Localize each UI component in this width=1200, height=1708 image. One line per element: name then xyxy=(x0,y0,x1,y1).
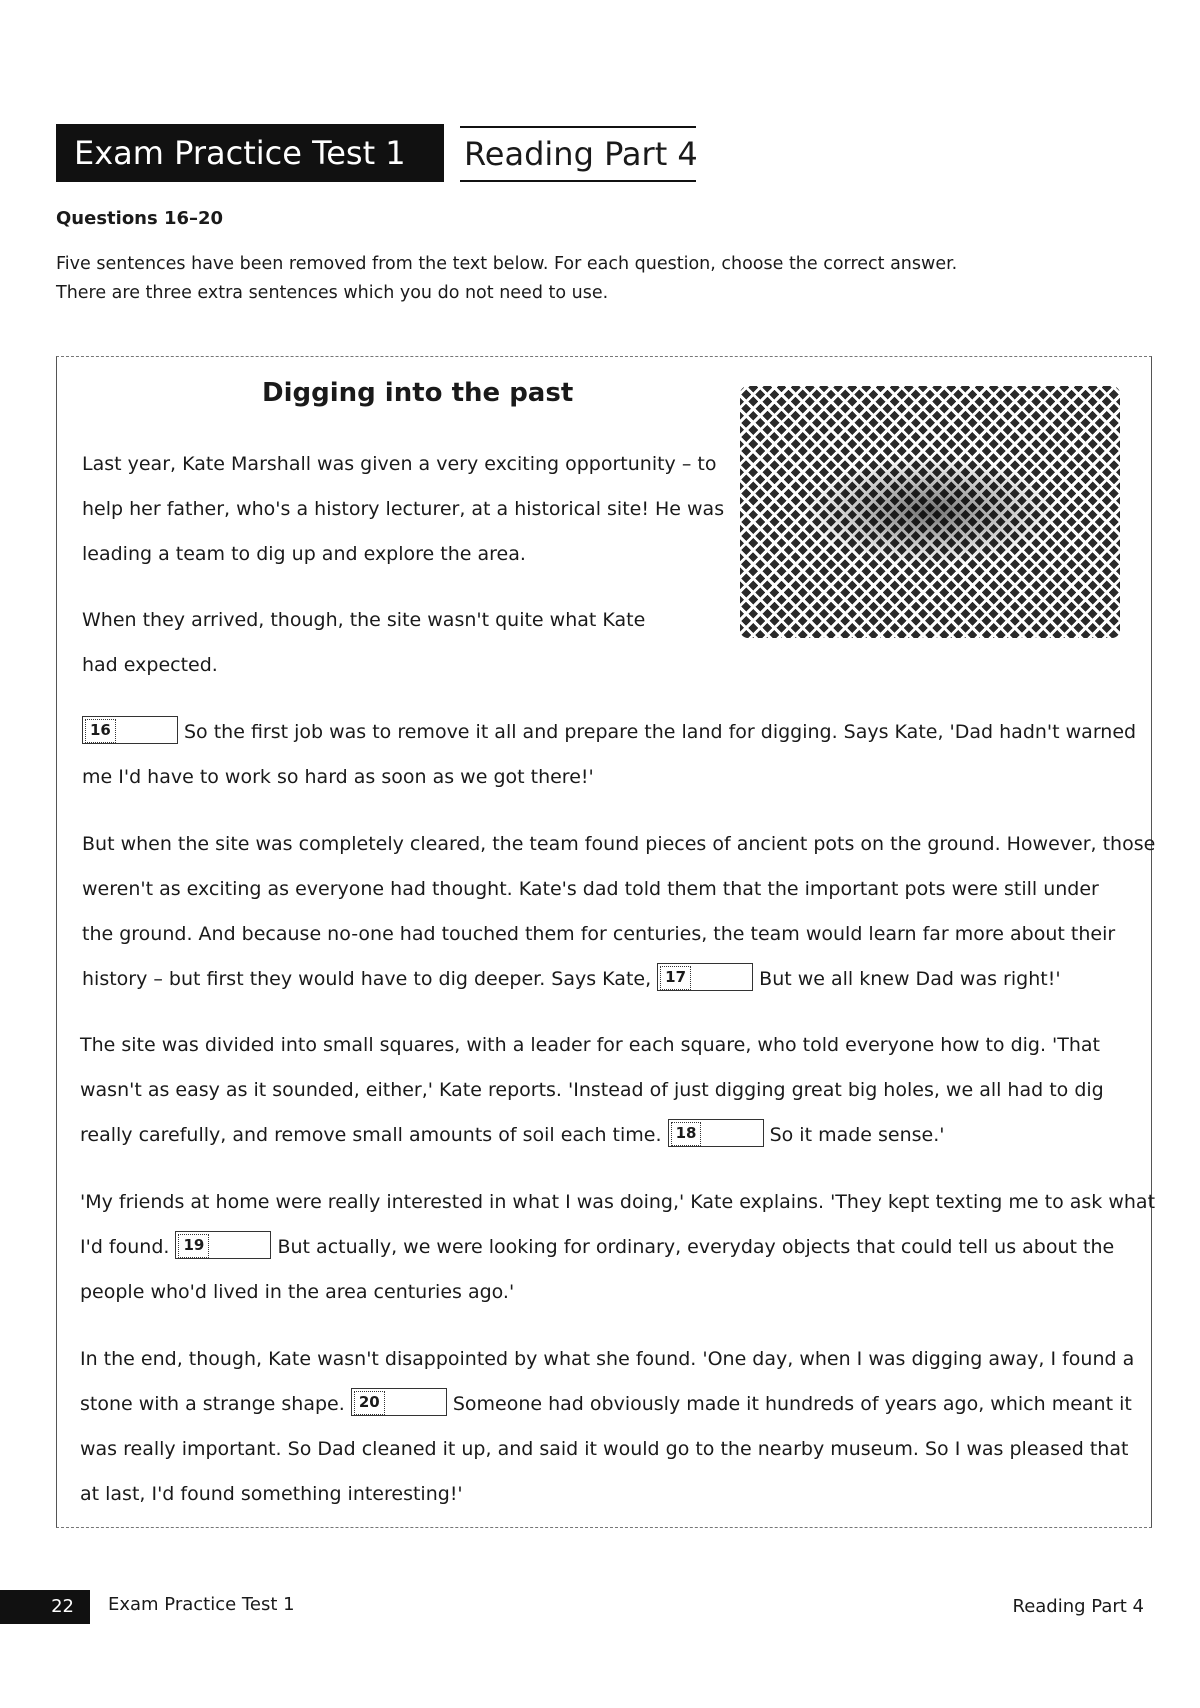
page-number: 22 xyxy=(0,1590,90,1624)
paragraph-5 xyxy=(80,1023,1104,1158)
text-segment: really carefully, and remove small amounts of soil each time. xyxy=(80,1124,662,1146)
footer-test-title: Exam Practice Test 1 xyxy=(108,1594,295,1615)
text-segment: history – but first they would have to dig deeper. Says Kate, xyxy=(82,968,652,990)
gap-number: 17 xyxy=(660,966,691,990)
text-segment: So the first job was to remove it all and prepare the land for digging. Says Kate, 'Dad hadn't warned xyxy=(184,721,1137,743)
text-line: me I'd have to work so hard as soon as we got there!' xyxy=(82,766,594,788)
answer-gap-18[interactable] xyxy=(668,1119,764,1147)
footer-part-title: Reading Part 4 xyxy=(1012,1596,1144,1617)
paragraph-3 xyxy=(82,710,1136,800)
part-title: Reading Part 4 xyxy=(460,126,696,182)
answer-gap-19[interactable] xyxy=(175,1231,271,1259)
paragraph-4 xyxy=(82,822,1155,1002)
text-segment: stone with a strange shape. xyxy=(80,1393,345,1415)
answer-gap-20[interactable] xyxy=(351,1388,447,1416)
text-line: weren't as exciting as everyone had thought. Kate's dad told them that the important pots were still under xyxy=(82,878,1099,900)
gap-number: 18 xyxy=(671,1122,702,1146)
paragraph-2 xyxy=(82,598,645,688)
text-line: wasn't as easy as it sounded, either,' Kate reports. 'Instead of just digging great big holes, we all had to dig xyxy=(80,1079,1104,1101)
text-line: 'My friends at home were really interested in what I was doing,' Kate explains. 'They kept texting me to ask what xyxy=(80,1191,1156,1213)
answer-gap-16[interactable] xyxy=(82,716,178,744)
text-line: help her father, who's a history lecturer, at a historical site! He was xyxy=(82,498,725,520)
text-line: was really important. So Dad cleaned it up, and said it would go to the nearby museum. So I was pleased that xyxy=(80,1438,1129,1460)
text-line: people who'd lived in the area centuries ago.' xyxy=(80,1281,515,1303)
gap-number: 16 xyxy=(85,719,116,743)
text-line: the ground. And because no-one had touched them for centuries, the team would learn far more about their xyxy=(82,923,1116,945)
text-line: Last year, Kate Marshall was given a very exciting opportunity – to xyxy=(82,453,717,475)
text-segment: So it made sense.' xyxy=(769,1124,945,1146)
test-title-banner: Exam Practice Test 1 xyxy=(56,124,444,182)
text-line: But when the site was completely cleared, the team found pieces of ancient pots on the ground. However, those xyxy=(82,833,1156,855)
passage-photo xyxy=(740,386,1120,638)
text-line: The site was divided into small squares, with a leader for each square, who told everyone how to dig. 'That xyxy=(80,1034,1101,1056)
instruction-line: There are three extra sentences which you do not need to use. xyxy=(56,283,609,303)
text-line: had expected. xyxy=(82,654,218,676)
passage-title: Digging into the past xyxy=(262,378,574,408)
text-segment: But we all knew Dad was right!' xyxy=(759,968,1061,990)
paragraph-1 xyxy=(82,442,724,577)
instruction-line: Five sentences have been removed from the text below. For each question, choose the correct answer. xyxy=(56,254,958,274)
gap-number: 19 xyxy=(178,1234,209,1258)
questions-range: Questions 16–20 xyxy=(56,208,224,229)
gap-number: 20 xyxy=(354,1391,385,1415)
text-segment: I'd found. xyxy=(80,1236,170,1258)
text-line: leading a team to dig up and explore the area. xyxy=(82,543,526,565)
text-segment: Someone had obviously made it hundreds of years ago, which meant it xyxy=(452,1393,1132,1415)
text-line: When they arrived, though, the site wasn't quite what Kate xyxy=(82,609,646,631)
text-line: In the end, though, Kate wasn't disappointed by what she found. 'One day, when I was digging away, I found a xyxy=(80,1348,1135,1370)
paragraph-6 xyxy=(80,1180,1155,1315)
answer-gap-17[interactable] xyxy=(657,963,753,991)
text-line: at last, I'd found something interesting!' xyxy=(80,1483,463,1505)
instructions xyxy=(56,250,1056,308)
paragraph-7 xyxy=(80,1337,1134,1517)
text-segment: But actually, we were looking for ordinary, everyday objects that could tell us about the xyxy=(277,1236,1115,1258)
